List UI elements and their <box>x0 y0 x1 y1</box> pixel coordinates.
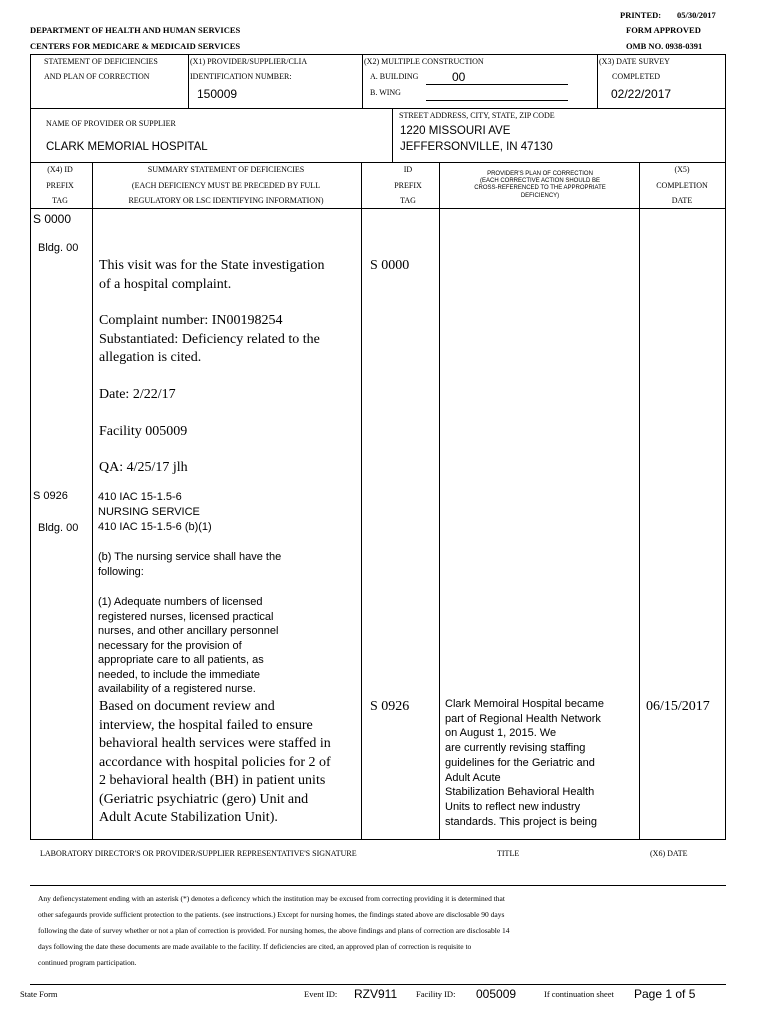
reg-line-3: 410 IAC 15-1.5-6 (b)(1) <box>98 521 212 533</box>
plan-line: standards. This project is being <box>445 815 598 828</box>
qa-line: QA: 4/25/17 jlh <box>99 460 188 475</box>
b-line-2: following: <box>98 566 144 578</box>
x5-label-2: COMPLETION <box>656 181 708 190</box>
bldg-1: Bldg. 00 <box>38 242 79 254</box>
plan-line: Clark Memoiral Hospital became <box>445 698 604 710</box>
plan-line: guidelines for the Geriatric and <box>445 756 595 769</box>
plan-label-1: PROVIDER'S PLAN OF CORRECTION <box>487 171 593 177</box>
x2-label: (X2) MULTIPLE CONSTRUCTION <box>364 57 484 66</box>
plan-line: are currently revising staffing <box>445 742 586 755</box>
state-form-label: State Form <box>20 989 58 999</box>
provider-id: 150009 <box>197 87 238 101</box>
continuation-label: If continuation sheet <box>544 989 614 999</box>
stmt-label-2: AND PLAN OF CORRECTION <box>44 72 150 81</box>
address-line-2: JEFFERSONVILLE, IN 47130 <box>400 141 553 153</box>
plan-label-4: DEFICIENCY) <box>520 193 560 199</box>
bldg-2: Bldg. 00 <box>38 522 79 534</box>
tag-s0926: S 0926 <box>33 490 68 502</box>
omb-number: OMB NO. 0938-0391 <box>626 41 703 51</box>
page-number: Page 1 of 5 <box>634 987 696 1001</box>
reg-line-1: 410 IAC 15-1.5-6 <box>98 491 182 503</box>
adequate-line: (1) Adequate numbers of licensed <box>98 596 263 608</box>
x5-label-3: DATE <box>671 196 693 205</box>
address-label: STREET ADDRESS, CITY, STATE, ZIP CODE <box>399 111 555 120</box>
building-value: 00 <box>452 70 466 84</box>
director-signature-label: LABORATORY DIRECTOR'S OR PROVIDER/SUPPLIER REPRESENTATIVE'S SIGNATURE <box>40 849 357 858</box>
id-label-1: ID <box>403 165 413 174</box>
plan-line: on August 1, 2015. We <box>445 727 557 740</box>
x4-label-2: PREFIX <box>46 181 74 190</box>
id-label-3: TAG <box>400 196 416 205</box>
finding-line: behavioral health services were staffed in <box>99 736 331 751</box>
visit-line-2: of a hospital complaint. <box>99 277 232 292</box>
centers-title: CENTERS FOR MEDICARE & MEDICAID SERVICES <box>30 41 241 51</box>
complaint-line-1: Complaint number: IN00198254 <box>99 313 283 328</box>
facility-id-label: Facility ID: <box>416 989 456 999</box>
survey-date: 02/22/2017 <box>611 87 672 101</box>
adequate-line: nurses, and other ancillary personnel <box>98 625 279 637</box>
facility-id-value: 005009 <box>476 987 517 1001</box>
title-label: TITLE <box>497 849 520 858</box>
complaint-line-3: allegation is cited. <box>99 350 202 365</box>
printed-date: 05/30/2017 <box>677 10 716 20</box>
x3-label-1: (X3) DATE SURVEY <box>599 57 670 66</box>
plan-line: part of Regional Health Network <box>445 712 601 725</box>
finding-line: (Geriatric psychiatric (gero) Unit and <box>99 791 309 807</box>
complaint-line-2: Substantiated: Deficiency related to the <box>99 332 320 347</box>
event-id-label: Event ID: <box>304 989 338 999</box>
reg-line-2: NURSING SERVICE <box>98 506 200 518</box>
finding-line: accordance with hospital policies for 2 of <box>99 754 331 770</box>
plan-label-3: CROSS-REFERENCED TO THE APPROPRIATE <box>474 185 606 191</box>
provider-name-label: NAME OF PROVIDER OR SUPPLIER <box>46 119 176 128</box>
printed-label: PRINTED: <box>620 10 662 20</box>
provider-name: CLARK MEMORIAL HOSPITAL <box>46 141 208 153</box>
address-line-1: 1220 MISSOURI AVE <box>400 125 511 137</box>
b-line-1: (b) The nursing service shall have the <box>98 551 282 563</box>
summary-label-3: REGULATORY OR LSC IDENTIFYING INFORMATION) <box>128 196 324 205</box>
x3-label-2: COMPLETED <box>612 72 660 81</box>
tag-s0000: S 0000 <box>33 212 72 226</box>
finding-line: 2 behavioral health (BH) in patient units <box>99 773 326 788</box>
disclaimer-line: continued program participation. <box>38 958 137 967</box>
x4-label-1: (X4) ID <box>47 165 73 174</box>
adequate-line: registered nurses, licensed practical <box>98 610 274 623</box>
disclaimer-line: days following the date these documents are made available to the facility. If deficiencies are cited, an approved plan of correction is requisite to <box>38 942 472 951</box>
disclaimer-line: other safegaurds provide sufficient protection to the patients. (see instructions.) Except for nursing homes, the findings stated above are disclosable 90 days <box>38 910 505 919</box>
wing-label: B. WING <box>370 88 401 97</box>
tag-s0926-right: S 0926 <box>370 699 410 714</box>
finding-line: Adult Acute Stabilization Unit). <box>99 810 278 825</box>
finding-line: Based on document review and <box>99 699 275 714</box>
plan-line: Units to reflect new industry <box>445 800 581 813</box>
disclaimer-line: Any defiencystatement ending with an asterisk (*) denotes a deficency which the institution may be excused from correcting providing it is determined that <box>38 894 505 903</box>
form-approved: FORM APPROVED <box>626 25 701 35</box>
dept-title: DEPARTMENT OF HEALTH AND HUMAN SERVICES <box>30 25 241 35</box>
finding-line: interview, the hospital failed to ensure <box>99 717 313 733</box>
plan-line: Stabilization Behavioral Health <box>445 786 595 799</box>
x4-label-3: TAG <box>52 196 68 205</box>
visit-line-1: This visit was for the State investigation <box>99 258 325 273</box>
adequate-line: necessary for the provision of <box>98 639 242 652</box>
x6-date-label: (X6) DATE <box>650 849 688 858</box>
tag-s0000-right: S 0000 <box>370 258 410 273</box>
x1-label-1: (X1) PROVIDER/SUPPLIER/CLIA <box>190 57 308 66</box>
x5-label-1: (X5) <box>674 165 690 174</box>
stmt-label-1: STATEMENT OF DEFICIENCIES <box>44 57 158 66</box>
facility-line: Facility 005009 <box>99 424 188 439</box>
adequate-line: appropriate care to all patients, as <box>98 654 264 666</box>
summary-label-1: SUMMARY STATEMENT OF DEFICIENCIES <box>147 165 305 174</box>
summary-label-2: (EACH DEFICIENCY MUST BE PRECEDED BY FULL <box>131 181 321 190</box>
adequate-line: needed, to include the immediate <box>98 668 261 681</box>
plan-line: Adult Acute <box>445 771 501 784</box>
building-label: A. BUILDING <box>370 72 419 81</box>
id-label-2: PREFIX <box>394 181 422 190</box>
completion-date: 06/15/2017 <box>646 699 710 714</box>
x1-label-2: IDENTIFICATION NUMBER: <box>190 72 292 81</box>
disclaimer-line: following the date of survey whether or not a plan of correction is provided. For nursing homes, the above findings and plans of correction are disclosable 14 <box>38 926 510 935</box>
date-line: Date: 2/22/17 <box>99 387 176 402</box>
event-id-value: RZV911 <box>354 987 398 1001</box>
plan-label-2: (EACH CORRECTIVE ACTION SHOULD BE <box>479 178 601 184</box>
adequate-line: availability of a registered nurse. <box>98 683 256 695</box>
